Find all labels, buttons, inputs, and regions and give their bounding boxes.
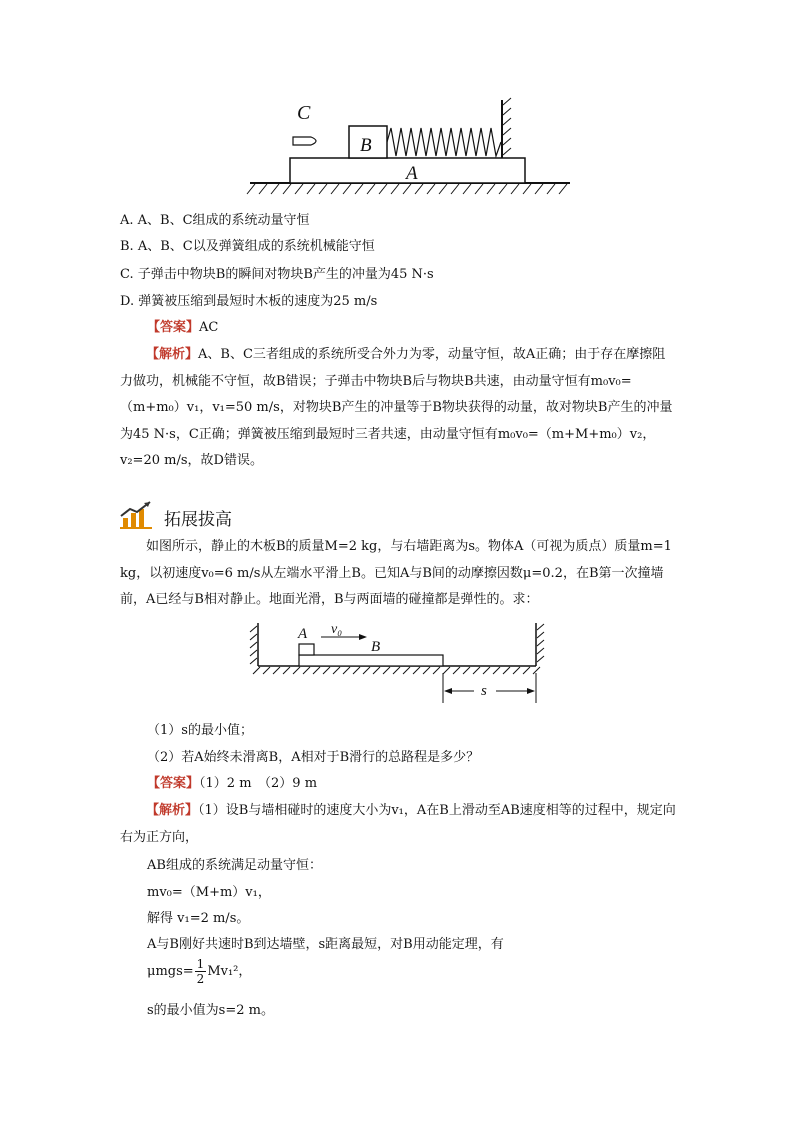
fraction-half: $\frac{1}{2}$: [196, 957, 205, 986]
fig2-label-s: s: [481, 683, 487, 699]
analysis-2-line-1: AB组成的系统满足动量守恒：: [147, 858, 322, 873]
analysis-2-line-3: 解得 v₁=2 m/s。: [147, 911, 250, 926]
analysis-2-line-2: mv₀=（M+m）v₁，: [147, 885, 271, 900]
analysis-label: 【解析】: [146, 803, 199, 818]
option-d: D. 弹簧被压缩到最短时木板的速度为25 m/s: [120, 294, 378, 309]
fig2-label-b: B: [371, 639, 381, 655]
analysis-2-intro: 【解析】（1）设B与墙相碰时的速度大小为v₁，A在B上滑动至AB速度相等的过程中，规定向右为正方向，: [120, 803, 676, 845]
fig2-label-v0: v₀: [331, 622, 343, 637]
answer-value: （1）2 m （2）9 m: [199, 776, 318, 791]
answer-label: 【答案】: [147, 776, 200, 791]
answer-value: AC: [199, 320, 219, 335]
analysis-label: 【解析】: [146, 347, 199, 362]
fig2-label-a: A: [298, 626, 308, 642]
analysis-2-energy-equation: μmgs= $\frac{1}{2}$ Mv₁²，: [147, 957, 252, 986]
option-a: A. A、B、C组成的系统动量守恒: [120, 213, 310, 228]
chart-growth-icon: [118, 500, 154, 530]
question-1: （1）s的最小值；: [147, 723, 253, 738]
analysis-1: 【解析】A、B、C三者组成的系统所受合外力为零，动量守恒，故A正确；由于存在摩擦阻力做功，机械能不守恒，故B错误；子弹击中物块B后与物块B共速，由动量守恒有m₀v₀=（m+m₀）v₁，v₁=50 m/s，对物块B产生的冲量等于B物块获得的动量，故对物块B产生的冲量为45 N·s，C正确；弹簧被压缩到最短时三者共速，由动量守恒有m₀v₀=（m+M+m₀）v₂，v₂=20 m/s，故D错误。: [120, 347, 673, 468]
fig1-label-c: C: [297, 102, 311, 124]
figure-block-on-board: [248, 618, 548, 704]
problem-text: 如图所示，静止的木板B的质量M=2 kg，与右墙距离为s。物体A（可视为质点）质量m=1 kg，以初速度v₀=6 m/s从左端水平滑上B。已知A与B间的动摩擦因数μ=0.2，在B第一次撞墙前，A已经与B相对静止。地面光滑，B与两面墙的碰撞都是弹性的。求：: [120, 539, 672, 607]
question-2: （2）若A始终未滑离B，A相对于B滑行的总路程是多少？: [147, 750, 480, 765]
answer-2: [147, 774, 317, 794]
fig1-label-a: A: [406, 163, 418, 184]
answer-label: 【答案】: [147, 320, 200, 335]
figure-bullet-block-spring: [245, 95, 575, 200]
option-b: B. A、B、C以及弹簧组成的系统机械能守恒: [120, 239, 375, 254]
analysis-2-line-4: A与B刚好共速时B到达墙壁，s距离最短，对B用动能定理，有: [147, 937, 504, 952]
answer-1: [147, 318, 218, 338]
section-title: 拓展拔高: [164, 510, 232, 530]
analysis-2-line-6: s的最小值为s=2 m。: [147, 1003, 274, 1018]
fig1-label-b: B: [360, 135, 372, 156]
option-c: C. 子弹击中物块B的瞬间对物块B产生的冲量为45 N·s: [120, 267, 434, 282]
